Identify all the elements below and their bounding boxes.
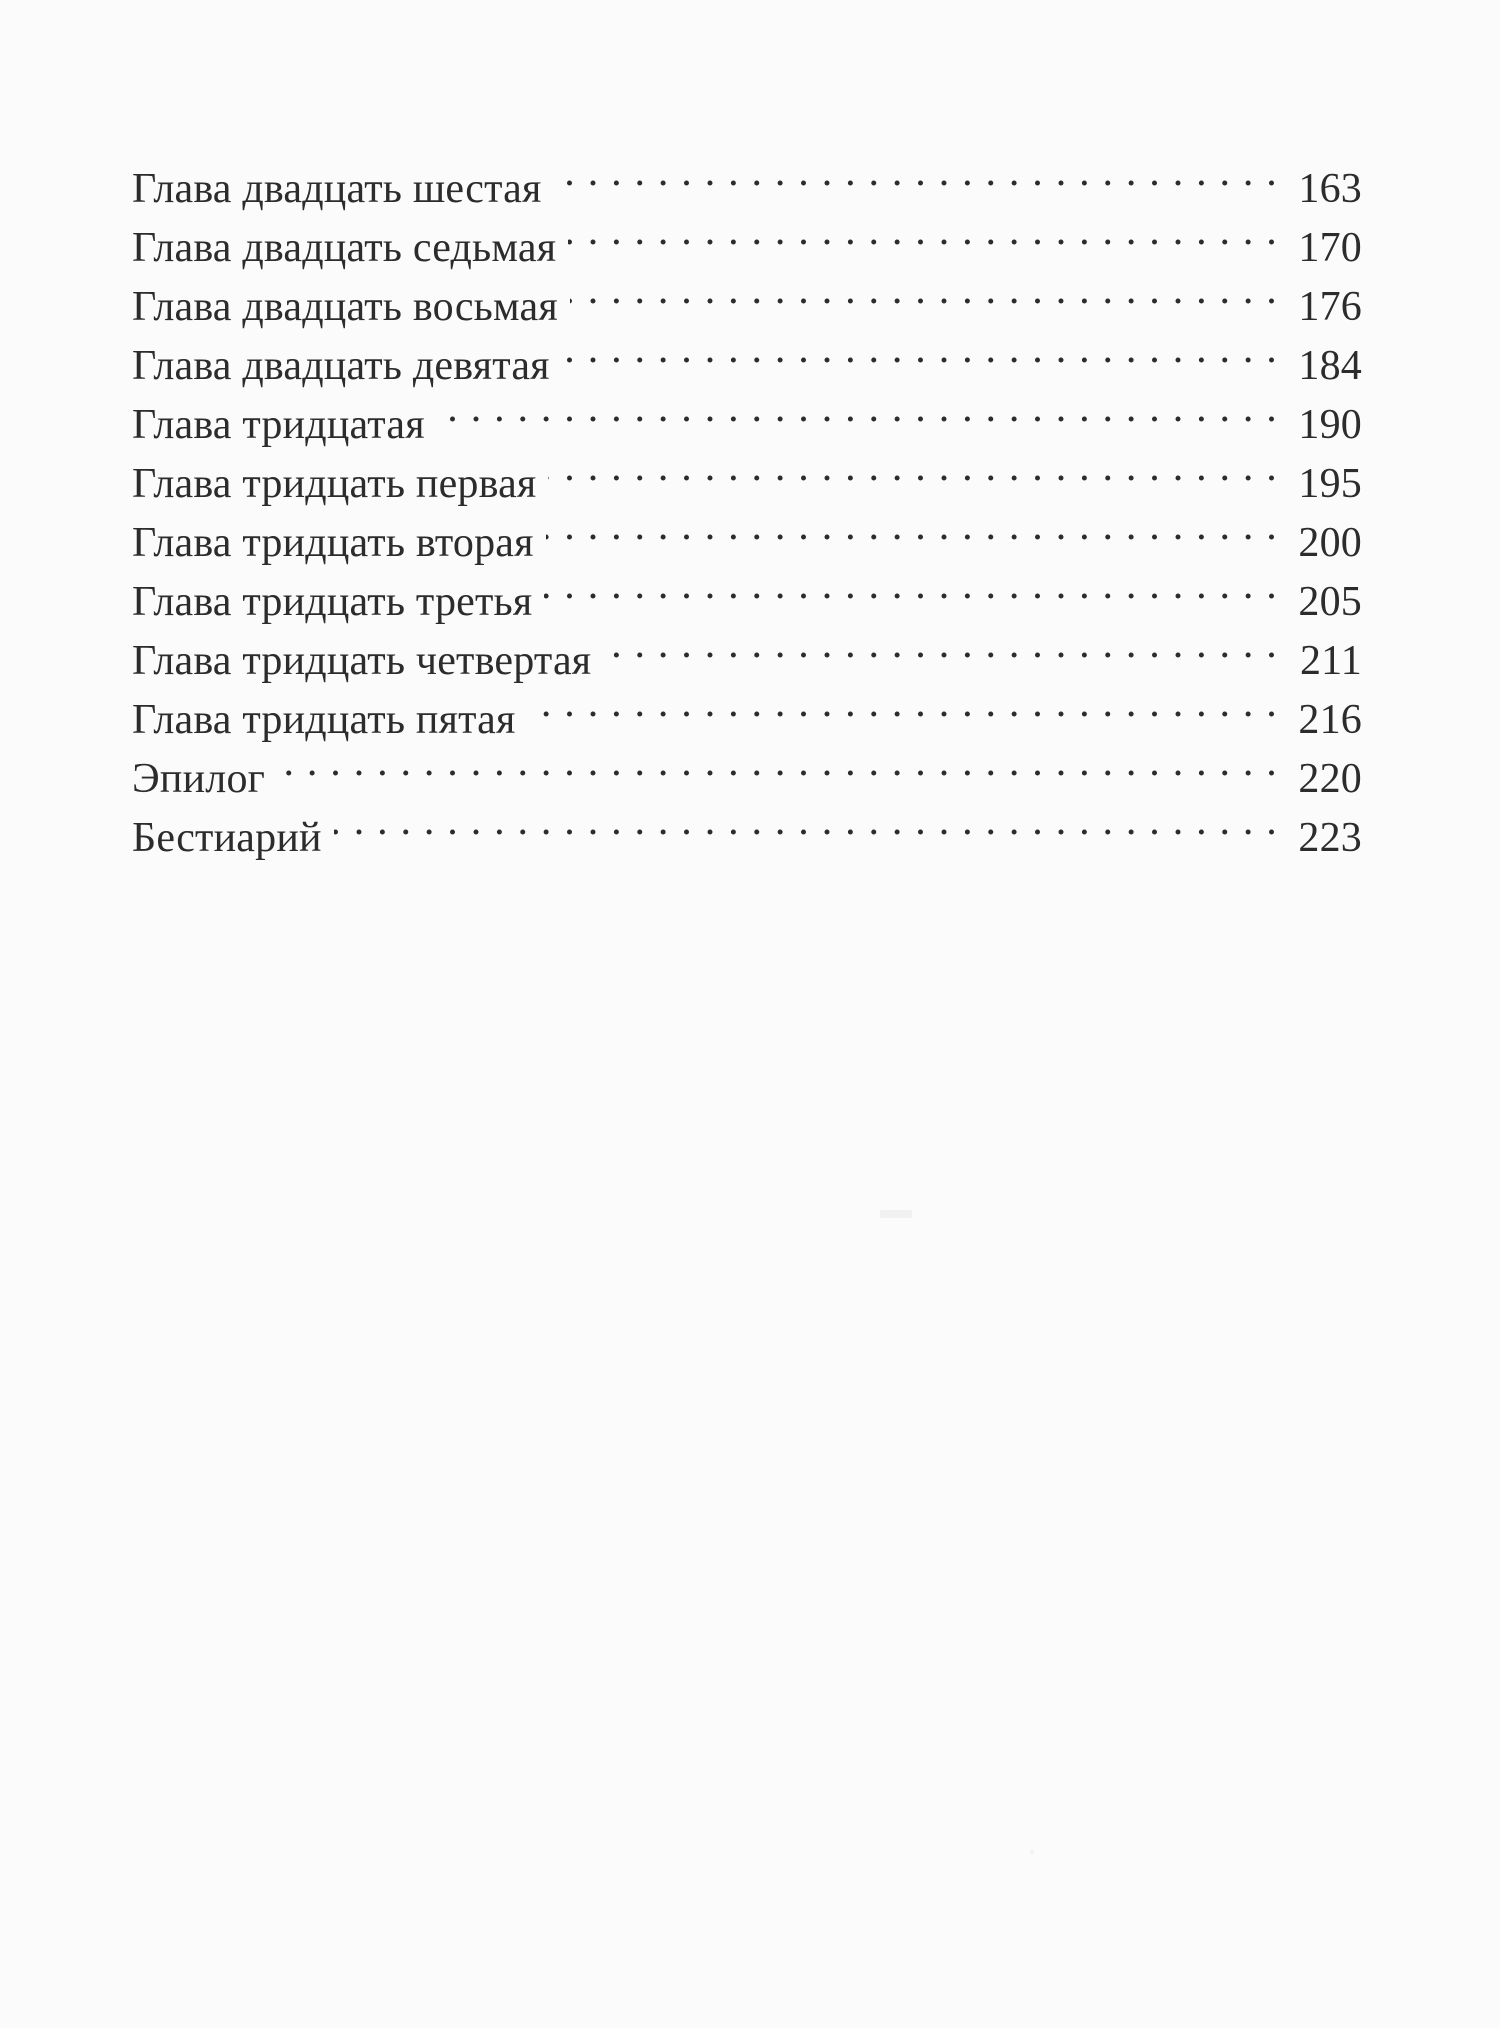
toc-dot-leader xyxy=(562,320,1278,379)
toc-entry-page: 211 xyxy=(1299,638,1362,684)
toc-dot-leader xyxy=(437,379,1278,438)
show-through-mark xyxy=(1030,1850,1034,1854)
toc-dot-leader xyxy=(277,733,1278,792)
toc-dot-leader xyxy=(548,438,1278,497)
toc-entry-page: 163 xyxy=(1298,166,1362,212)
toc-entry[interactable] xyxy=(132,792,1362,861)
toc-entry-page: 216 xyxy=(1298,697,1362,743)
toc-dot-leader xyxy=(568,202,1278,261)
toc-entry-title: Эпилог xyxy=(132,756,266,802)
toc-entry-title: Глава тридцать первая xyxy=(132,461,537,507)
show-through-mark xyxy=(880,1210,912,1218)
toc-entry-page: 190 xyxy=(1298,402,1362,448)
toc-entry-page: 195 xyxy=(1298,461,1362,507)
table-of-contents xyxy=(132,143,1362,861)
toc-dot-leader xyxy=(546,497,1278,556)
toc-dot-leader xyxy=(570,261,1278,320)
toc-entry-title: Глава тридцать четвертая xyxy=(132,638,592,684)
toc-dot-leader xyxy=(554,143,1278,202)
toc-entry-title: Глава двадцать девятая xyxy=(132,343,550,389)
toc-entry-title: Глава двадцать седьмая xyxy=(132,225,557,271)
toc-dot-leader xyxy=(603,615,1278,674)
toc-entry-page: 205 xyxy=(1298,579,1362,625)
toc-entry-title: Глава двадцать восьмая xyxy=(132,284,558,330)
toc-entry[interactable] xyxy=(132,143,1362,212)
toc-entry-title: Глава тридцатая xyxy=(132,402,425,448)
toc-dot-leader xyxy=(544,556,1278,615)
toc-entry-title: Глава тридцать пятая xyxy=(132,697,516,743)
toc-entry-page: 170 xyxy=(1298,225,1362,271)
toc-entry-page: 176 xyxy=(1298,284,1362,330)
toc-entry-page: 200 xyxy=(1298,520,1362,566)
toc-dot-leader xyxy=(528,674,1278,733)
toc-entry-title: Глава тридцать вторая xyxy=(132,520,534,566)
toc-entry-page: 223 xyxy=(1298,815,1362,861)
toc-entry-title: Глава тридцать третья xyxy=(132,579,533,625)
toc-entry-title: Глава двадцать шестая xyxy=(132,166,542,212)
toc-entry-title: Бестиарий xyxy=(132,815,322,861)
toc-entry-page: 184 xyxy=(1298,343,1362,389)
toc-entry-page: 220 xyxy=(1298,756,1362,802)
toc-dot-leader xyxy=(334,792,1278,851)
toc-entry[interactable] xyxy=(132,733,1362,802)
